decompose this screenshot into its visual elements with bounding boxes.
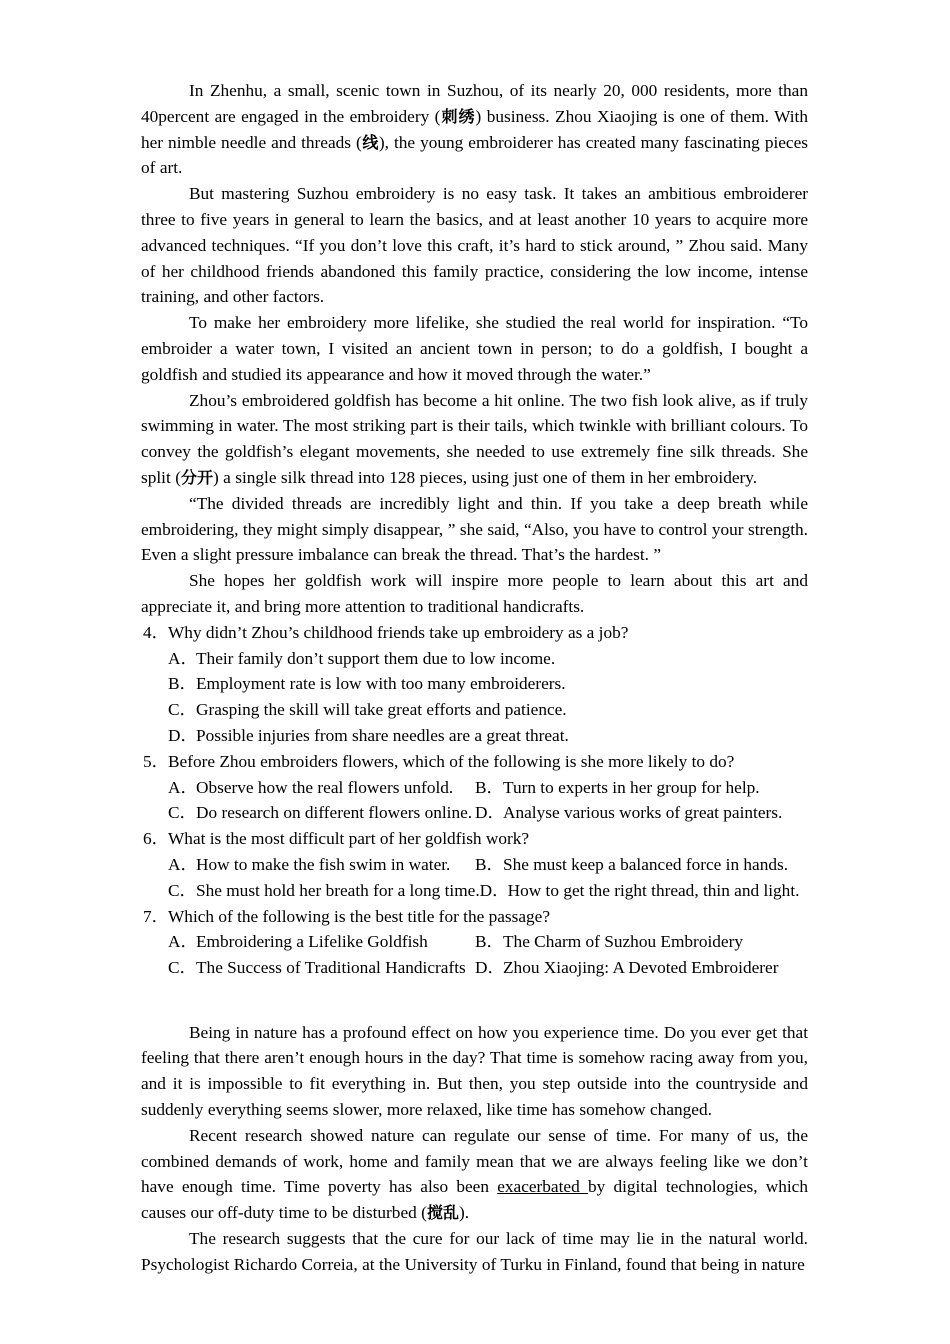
question-number: 4． xyxy=(143,622,169,642)
option-label: D． xyxy=(479,880,510,900)
paragraph: But mastering Suzhou embroidery is no easy task. It takes an ambitious embroiderer three to five years in general to learn the basics, and at least another 10 years to acquire more advanced techniques. “If you don’t love this craft, it’s hard to stick around, ” Zhou said. Many of her childhood friends abandoned this family practice, considering the low income, intense training, and other factors. xyxy=(141,184,808,307)
question-block xyxy=(141,826,808,903)
option-text: Grasping the skill will take great efforts and patience. xyxy=(196,700,567,720)
option-text: Their family don’t support them due to low income. xyxy=(196,648,556,668)
paragraph: Zhou’s embroidered goldfish has become a hit online. The two fish look alive, as if truly swimming in water. The most striking part is their tails, which twinkle with brilliant colours. To convey the goldfish’s elegant movements, she needed to use extremely fine silk threads. She split (分开) a single silk thread into 128 pieces, using just one of them in her embroidery. xyxy=(141,390,808,487)
option-label: B． xyxy=(475,854,504,874)
paragraph: Recent research showed nature can regulate our sense of time. For many of us, the combined demands of work, home and family mean that we are always feeling like we don’t have enough time. Time poverty has also been exacerbated by digital technologies, which causes our off-duty time to be disturbed (搅乱). xyxy=(141,1125,808,1223)
option-text: She must hold her breath for a long time. xyxy=(196,880,480,900)
option-row xyxy=(141,775,808,801)
paragraph: To make her embroidery more lifelike, she studied the real world for inspiration. “To embroider a water town, I visited an ancient town in person; to do a goldfish, I bought a goldfish and studied its appearance and how it moved through the water.” xyxy=(141,313,808,384)
answer-option[interactable] xyxy=(168,697,808,723)
question-text: What is the most difficult part of her goldfish work? xyxy=(168,829,530,849)
answer-option[interactable] xyxy=(168,852,475,878)
option-label: B． xyxy=(475,777,504,797)
paragraph: She hopes her goldfish work will inspire more people to learn about this art and appreciate it, and bring more attention to traditional handicrafts. xyxy=(141,571,808,616)
question-text: Before Zhou embroiders flowers, which of the following is she more likely to do? xyxy=(168,751,735,771)
answer-option[interactable] xyxy=(475,955,808,981)
option-label: A． xyxy=(168,932,198,952)
option-row xyxy=(141,955,808,981)
answer-option[interactable] xyxy=(168,775,475,801)
option-text: Possible injuries from share needles are a great threat. xyxy=(196,725,569,745)
option-text: Zhou Xiaojing: A Devoted Embroiderer xyxy=(503,958,779,978)
passage-one-questions xyxy=(141,620,808,981)
answer-option[interactable] xyxy=(475,775,808,801)
option-text: Observe how the real flowers unfold. xyxy=(196,777,454,797)
option-text: How to get the right thread, thin and light. xyxy=(507,880,800,900)
passage-two-body xyxy=(141,1020,808,1278)
question-stem xyxy=(141,749,808,775)
answer-option[interactable] xyxy=(168,929,475,955)
answer-option[interactable] xyxy=(168,646,808,672)
answer-option[interactable] xyxy=(168,723,808,749)
chinese-gloss: 搅乱 xyxy=(426,1203,459,1223)
question-number: 5． xyxy=(143,751,169,771)
paragraph: In Zhenhu, a small, scenic town in Suzhou, of its nearly 20, 000 residents, more than 40percent are engaged in the embroidery (刺绣) business. Zhou Xiaojing is one of them. With her nimble needle and threads (线), the young embroiderer has created many fascinating pieces of art. xyxy=(141,81,808,178)
question-text: Why didn’t Zhou’s childhood friends take up embroidery as a job? xyxy=(168,622,629,642)
option-text: Analyse various works of great painters. xyxy=(503,803,783,823)
paragraph: Being in nature has a profound effect on how you experience time. Do you ever get that feeling that there aren’t enough hours in the day? That time is somehow racing away from you, and it is impossible to fit everything in. But then, you step outside into the countryside and suddenly everything seems slower, more relaxed, like time has somehow changed. xyxy=(141,1022,808,1120)
option-label: B． xyxy=(475,932,504,952)
answer-option[interactable] xyxy=(475,800,808,826)
option-label: A． xyxy=(168,854,198,874)
chinese-gloss: 刺绣 xyxy=(440,106,476,126)
option-row xyxy=(141,697,808,723)
option-text: How to make the fish swim in water. xyxy=(196,854,451,874)
option-text: Embroidering a Lifelike Goldfish xyxy=(196,932,428,952)
chinese-gloss: 分开 xyxy=(180,467,213,487)
option-row xyxy=(141,878,808,904)
option-text: Do research on different flowers online. xyxy=(196,803,473,823)
option-label: A． xyxy=(168,777,198,797)
question-block xyxy=(141,749,808,826)
answer-option[interactable] xyxy=(168,878,480,904)
answer-option[interactable] xyxy=(168,800,475,826)
option-label: C． xyxy=(168,700,197,720)
option-text: She must keep a balanced force in hands. xyxy=(503,854,789,874)
answer-option[interactable] xyxy=(475,852,808,878)
question-text: Which of the following is the best title for the passage? xyxy=(168,906,551,926)
answer-option[interactable] xyxy=(480,878,808,904)
section-gap xyxy=(141,981,808,1007)
question-number: 7． xyxy=(143,906,169,926)
option-row xyxy=(141,929,808,955)
underlined-word: exacerbated xyxy=(497,1177,588,1197)
paragraph: The research suggests that the cure for our lack of time may lie in the natural world. Psychologist Richardo Correia, at the University of Turku in Finland, found that being in nature xyxy=(141,1229,808,1274)
option-row xyxy=(141,646,808,672)
option-label: D． xyxy=(168,725,198,745)
question-stem xyxy=(141,620,808,646)
question-number: 6． xyxy=(143,829,169,849)
section-gap-extra xyxy=(141,1007,808,1020)
option-row xyxy=(141,800,808,826)
paragraph: “The divided threads are incredibly light and thin. If you take a deep breath while embroidering, they might simply disappear, ” she said, “Also, you have to control your strength. Even a slight pressure imbalance can break the thread. That’s the hardest. ” xyxy=(141,493,808,565)
passage-one-body xyxy=(141,78,808,620)
option-label: B． xyxy=(168,674,197,694)
option-label: C． xyxy=(168,958,197,978)
option-label: D． xyxy=(475,958,505,978)
option-text: The Charm of Suzhou Embroidery xyxy=(503,932,743,952)
option-label: C． xyxy=(168,880,197,900)
question-block xyxy=(141,620,808,749)
option-row xyxy=(141,723,808,749)
option-label: C． xyxy=(168,803,197,823)
answer-option[interactable] xyxy=(475,929,808,955)
question-stem xyxy=(141,826,808,852)
question-stem xyxy=(141,904,808,930)
option-text: Employment rate is low with too many embroiderers. xyxy=(196,674,566,694)
option-label: D． xyxy=(475,803,505,823)
option-text: The Success of Traditional Handicrafts xyxy=(196,958,466,978)
question-block xyxy=(141,904,808,981)
answer-option[interactable] xyxy=(168,671,808,697)
option-row xyxy=(141,852,808,878)
option-row xyxy=(141,671,808,697)
option-label: A． xyxy=(168,648,198,668)
option-text: Turn to experts in her group for help. xyxy=(503,777,760,797)
chinese-gloss: 线 xyxy=(361,132,379,152)
answer-option[interactable] xyxy=(168,955,475,981)
